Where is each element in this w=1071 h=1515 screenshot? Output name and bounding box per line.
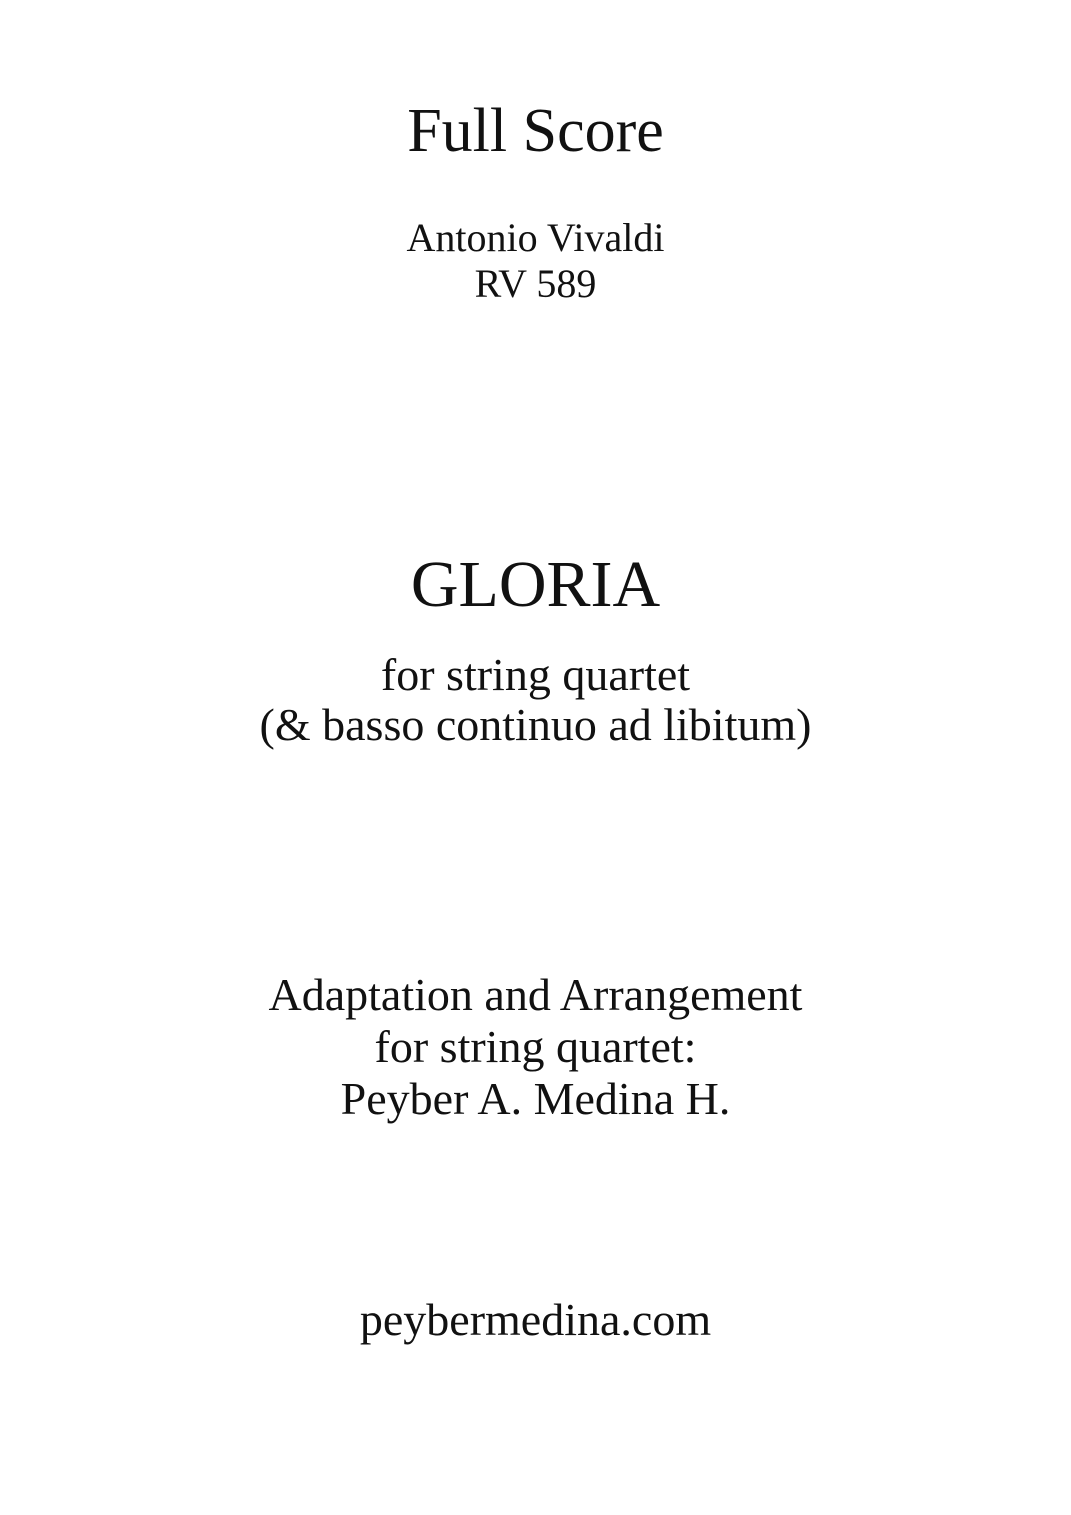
work-subtitle-line2: (& basso continuo ad libitum) <box>259 699 812 750</box>
credit-line2: for string quartet: <box>374 1021 697 1072</box>
work-subtitle-line1: for string quartet <box>380 649 691 700</box>
composer-name: Antonio Vivaldi <box>406 215 665 260</box>
catalog-number: RV 589 <box>474 261 597 306</box>
arranger-name: Peyber A. Medina H. <box>340 1073 731 1124</box>
website-url: peybermedina.com <box>359 1294 712 1345</box>
score-type-label: Full Score <box>407 97 664 165</box>
work-title: GLORIA <box>410 548 661 621</box>
credit-line1: Adaptation and Arrangement <box>268 969 803 1020</box>
